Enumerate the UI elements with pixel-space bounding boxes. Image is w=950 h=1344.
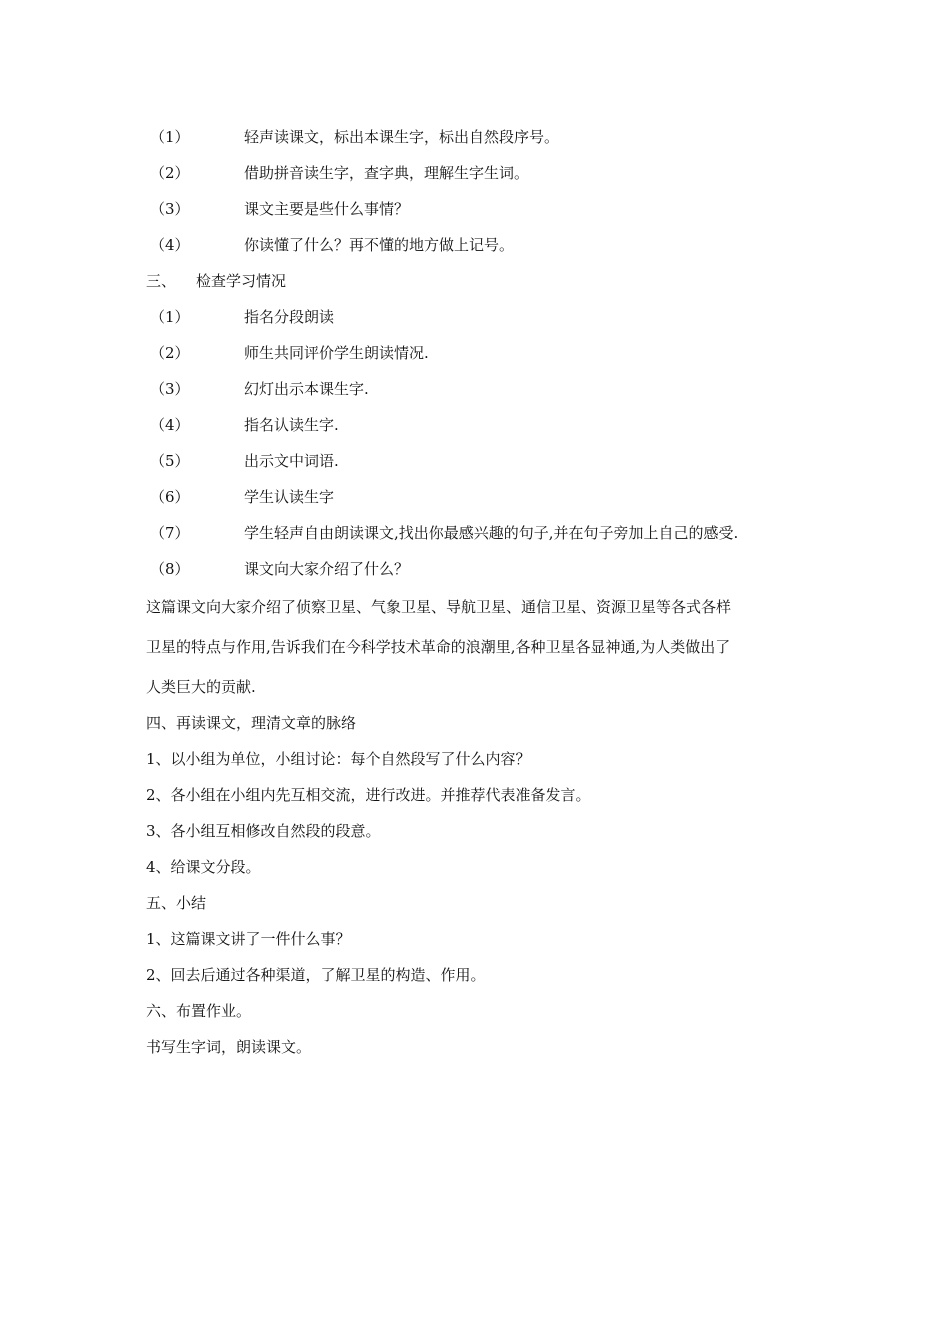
item-text: 师生共同评价学生朗读情况. — [244, 344, 429, 362]
list-item: 1、以小组为单位，小组讨论：每个自然段写了什么内容？ — [146, 750, 531, 768]
item-number: （4） — [150, 236, 190, 254]
list-item — [146, 343, 429, 363]
item-text: 指名分段朗读 — [244, 308, 335, 326]
list-item — [146, 559, 409, 579]
list-item — [146, 415, 339, 435]
item-text: 指名认读生字. — [244, 416, 339, 434]
section-number: 三、 — [146, 272, 177, 290]
section-heading: 四、再读课文，理清文章的脉络 — [146, 714, 357, 732]
list-item — [146, 451, 339, 471]
item-number: （3） — [150, 380, 190, 398]
item-number: （7） — [150, 524, 190, 542]
item-number: （3） — [150, 200, 190, 218]
section-heading: 五、小结 — [146, 894, 207, 912]
list-item: 2、回去后通过各种渠道，了解卫星的构造、作用。 — [146, 966, 486, 984]
item-text: 你读懂了什么？再不懂的地方做上记号。 — [244, 236, 515, 254]
list-item — [146, 379, 369, 399]
list-item: 3、各小组互相修改自然段的段意。 — [146, 822, 381, 840]
item-number: （1） — [150, 308, 190, 326]
item-number: （2） — [150, 164, 190, 182]
section-heading — [146, 271, 286, 291]
item-number: （2） — [150, 344, 190, 362]
item-text: 学生认读生字 — [244, 488, 335, 506]
item-number: （6） — [150, 488, 190, 506]
list-item: 1、这篇课文讲了一件什么事？ — [146, 930, 351, 948]
list-item — [146, 163, 529, 183]
list-item: 2、各小组在小组内先互相交流，进行改进。并推荐代表准备发言。 — [146, 786, 591, 804]
item-text: 幻灯出示本课生字. — [244, 380, 369, 398]
summary-line: 这篇课文向大家介绍了侦察卫星、气象卫星、导航卫星、通信卫星、资源卫星等各式各样 — [146, 598, 732, 616]
list-item: 4、给课文分段。 — [146, 858, 261, 876]
item-text: 课文向大家介绍了什么？ — [244, 560, 410, 578]
list-item — [146, 235, 514, 255]
section-title: 检查学习情况 — [196, 272, 287, 290]
item-number: （5） — [150, 452, 190, 470]
item-text: 轻声读课文，标出本课生字，标出自然段序号。 — [244, 128, 560, 146]
item-text: 借助拼音读生字，查字典，理解生字生词。 — [244, 164, 530, 182]
list-item — [146, 127, 559, 147]
summary-line: 人类巨大的贡献. — [146, 678, 256, 696]
list-item — [146, 523, 738, 543]
list-item — [146, 307, 334, 327]
item-text: 学生轻声自由朗读课文,找出你最感兴趣的句子,并在句子旁加上自己的感受. — [244, 524, 739, 542]
item-text: 出示文中词语. — [244, 452, 339, 470]
section-heading: 六、布置作业。 — [146, 1002, 252, 1020]
list-item — [146, 199, 409, 219]
item-number: （4） — [150, 416, 190, 434]
summary-line: 卫星的特点与作用,告诉我们在今科学技术革命的浪潮里,各种卫星各显神通,为人类做出了 — [146, 638, 731, 656]
list-item — [146, 487, 334, 507]
item-text: 课文主要是些什么事情？ — [244, 200, 410, 218]
item-number: （8） — [150, 560, 190, 578]
item-number: （1） — [150, 128, 190, 146]
list-item: 书写生字词，朗读课文。 — [146, 1038, 312, 1056]
